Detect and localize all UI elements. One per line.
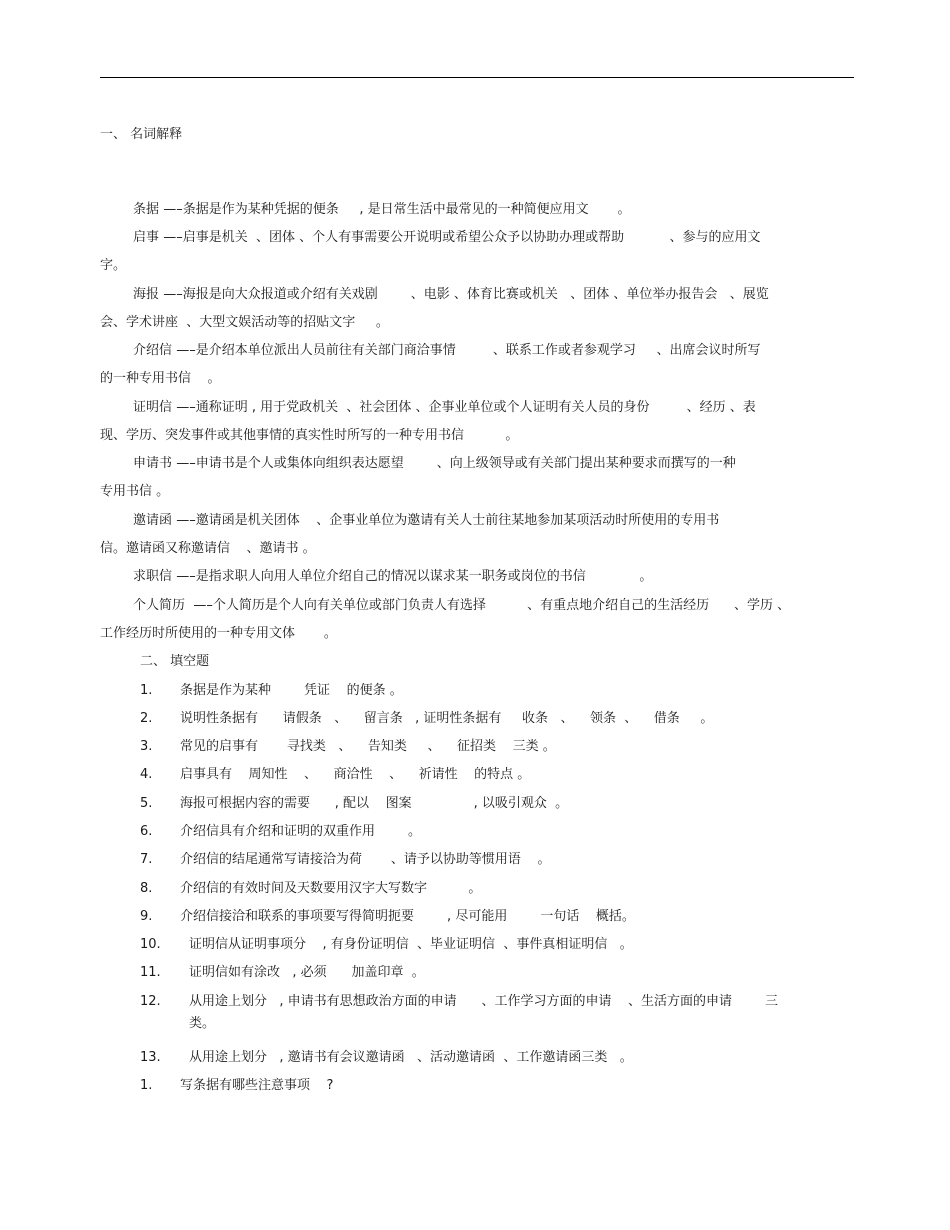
question-number: 1. <box>140 1078 153 1093</box>
definition-line: 求职信 —–是指求职人向用人单位介绍自己的情况以谋求某一职务或岗位的书信 。 <box>100 569 653 584</box>
definition-line: 申请书 —–申请书是个人或集体向组织表达愿望 、向上级领导或有关部门提出某种要求而撰写的一种 <box>100 456 736 471</box>
definition-line: 邀请函 —–邀请函是机关团体 、企事业单位为邀请有关人士前往某地参加某项活动时所使用的专用书 <box>100 513 720 528</box>
item-text: 启事具有 周知性 、 商洽性 、 祈请性 的特点 。 <box>180 767 531 782</box>
question-text: 写条据有哪些注意事项 ? <box>180 1078 334 1093</box>
item-text: 条据是作为某种 凭证 的便条 。 <box>180 683 403 698</box>
definition-line: 条据 —–条据是作为某种凭据的便条 , 是日常生活中最常见的一种简便应用文 。 <box>100 202 631 217</box>
item-text-cont: 类。 <box>189 1016 216 1031</box>
item-text: 介绍信具有介绍和证明的双重作用 。 <box>180 824 422 839</box>
item-number: 2. <box>140 711 153 726</box>
item-number: 6. <box>140 824 153 839</box>
definition-line-cont: 现、学历、突发事件或其他事情的真实性时所写的一种专用书信 。 <box>100 428 519 443</box>
item-number: 1. <box>140 683 153 698</box>
definition-line-cont: 工作经历时所使用的一种专用文体 。 <box>100 626 337 641</box>
item-number: 11. <box>140 965 161 980</box>
item-number: 5. <box>140 796 153 811</box>
item-text: 从用途上划分 , 申请书有思想政治方面的申请 、工作学习方面的申请 、生活方面的申请 三 <box>189 994 779 1009</box>
item-number: 7. <box>140 852 153 867</box>
section-title-definitions: 一、 名词解释 <box>100 127 183 142</box>
item-number: 10. <box>140 937 161 952</box>
item-text: 介绍信接洽和联系的事项要写得简明扼要 , 尽可能用 一句话 概括。 <box>180 909 635 924</box>
item-text: 证明信如有涂改 , 必须 加盖印章 。 <box>189 965 425 980</box>
definition-line-cont: 字。 <box>100 258 127 273</box>
definition-line: 海报 —–海报是向大众报道或介绍有关戏剧 、电影 、体育比赛或机关 、团体 、单位举办报告会 、展览 <box>100 287 769 302</box>
item-number: 13. <box>140 1050 161 1065</box>
definition-line-cont: 信。邀请函又称邀请信 、邀请书 。 <box>100 541 316 556</box>
item-text: 介绍信的结尾通常写请接洽为荷 、请予以协助等惯用语 。 <box>180 852 551 867</box>
item-number: 9. <box>140 909 153 924</box>
item-text: 常见的启事有 寻找类 、 告知类 、 征招类 三类 。 <box>180 739 556 754</box>
definition-line-cont: 专用书信 。 <box>100 484 170 499</box>
header-rule <box>100 77 854 78</box>
item-number: 12. <box>140 994 161 1009</box>
definition-line-cont: 的一种专用书信 。 <box>100 371 221 386</box>
definition-line: 启事 —–启事是机关 、团体 、个人有事需要公开说明或希望公众予以协助办理或帮助 、参与的应用文 <box>100 230 761 245</box>
item-number: 8. <box>140 881 153 896</box>
section-title-fill-blanks: 二、 填空题 <box>140 654 210 669</box>
definition-line: 证明信 —–通称证明 , 用于党政机关 、社会团体 、企事业单位或个人证明有关人员的身份 、经历 、表 <box>100 400 756 415</box>
definition-line-cont: 会、学术讲座 、大型文娱活动等的招贴文字 。 <box>100 315 389 330</box>
item-text: 证明信从证明事项分 , 有身份证明信 、毕业证明信 、事件真相证明信 。 <box>189 937 633 952</box>
definition-line: 个人简历 —–个人简历是个人向有关单位或部门负责人有选择 、有重点地介绍自己的生活经历 、学历 、 <box>100 598 791 613</box>
item-text: 介绍信的有效时间及天数要用汉字大写数字 。 <box>180 881 482 896</box>
item-number: 4. <box>140 767 153 782</box>
item-number: 3. <box>140 739 153 754</box>
item-text: 海报可根据内容的需要 , 配以 图案 , 以吸引观众 。 <box>180 796 569 811</box>
item-text: 从用途上划分 , 邀请书有会议邀请函 、活动邀请函 、工作邀请函三类 。 <box>189 1050 633 1065</box>
item-text: 说明性条据有 请假条 、 留言条 , 证明性条据有 收条 、 领条 、 借条 。 <box>180 711 714 726</box>
definition-line: 介绍信 —–是介绍本单位派出人员前往有关部门商洽事情 、联系工作或者参观学习 、出席会议时所写 <box>100 343 761 358</box>
